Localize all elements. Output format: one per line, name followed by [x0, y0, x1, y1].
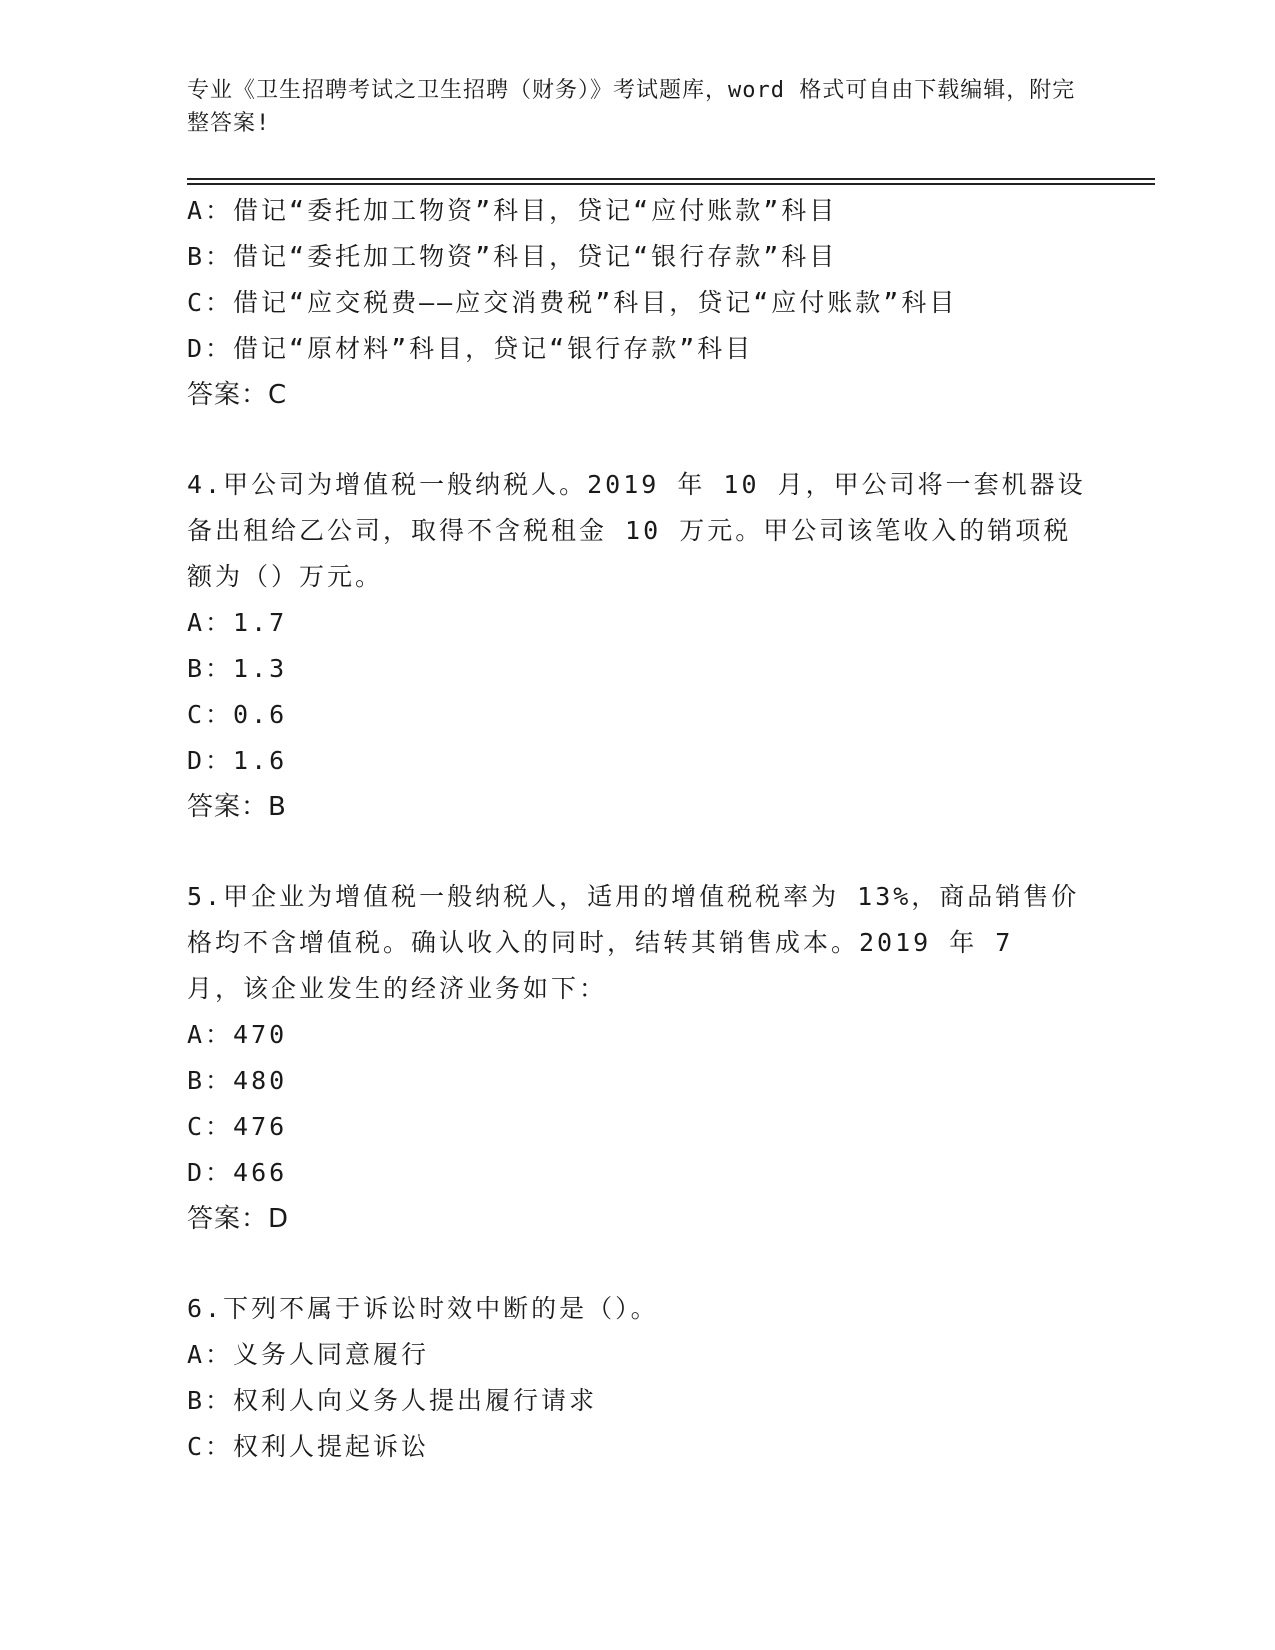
q4-option-b: B：1.3: [187, 654, 288, 683]
q3-option-c: C：借记“应交税费——应交消费税”科目，贷记“应付账款”科目: [187, 288, 958, 317]
q5-stem: 5.甲企业为增值税一般纳税人，适用的增值税税率为 13%，商品销售价格均不含增值税。确认收入的同时，结转其销售成本。2019 年 7 月，该企业发生的经济业务如下：: [187, 882, 1080, 1003]
spacer: [187, 830, 1087, 874]
header-rule-top: [187, 178, 1155, 180]
q3-option-d: D：借记“原材料”科目，贷记“银行存款”科目: [187, 334, 754, 363]
header-rule-bottom: [187, 183, 1155, 185]
q6-option-b: B：权利人向义务人提出履行请求: [187, 1386, 598, 1415]
question-content: [187, 188, 1087, 1470]
q4-answer: 答案：B: [187, 792, 287, 822]
q3-option-b: B：借记“委托加工物资”科目，贷记“银行存款”科目: [187, 242, 838, 271]
spacer: [187, 418, 1087, 462]
q4-option-d: D：1.6: [187, 746, 288, 775]
q5-option-d: D：466: [187, 1158, 288, 1187]
q6-option-a: A：义务人同意履行: [187, 1340, 430, 1369]
document-header: 专业《卫生招聘考试之卫生招聘（财务）》考试题库，word 格式可自由下载编辑，附完整答案!: [187, 78, 1076, 136]
q6-stem: 6.下列不属于诉讼时效中断的是（）。: [187, 1294, 659, 1323]
q5-option-c: C：476: [187, 1112, 288, 1141]
q4-option-a: A：1.7: [187, 608, 288, 637]
q4-stem: 4.甲公司为增值税一般纳税人。2019 年 10 月，甲公司将一套机器设备出租给乙公司，取得不含税租金 10 万元。甲公司该笔收入的销项税额为（）万元。: [187, 470, 1086, 591]
spacer: [187, 1242, 1087, 1286]
q5-option-b: B：480: [187, 1066, 288, 1095]
q5-option-a: A：470: [187, 1020, 288, 1049]
q5-answer: 答案：D: [187, 1204, 290, 1234]
q6-option-c: C：权利人提起诉讼: [187, 1432, 430, 1461]
q4-option-c: C：0.6: [187, 700, 288, 729]
q3-answer: 答案：C: [187, 380, 288, 410]
q3-option-a: A：借记“委托加工物资”科目，贷记“应付账款”科目: [187, 196, 838, 225]
